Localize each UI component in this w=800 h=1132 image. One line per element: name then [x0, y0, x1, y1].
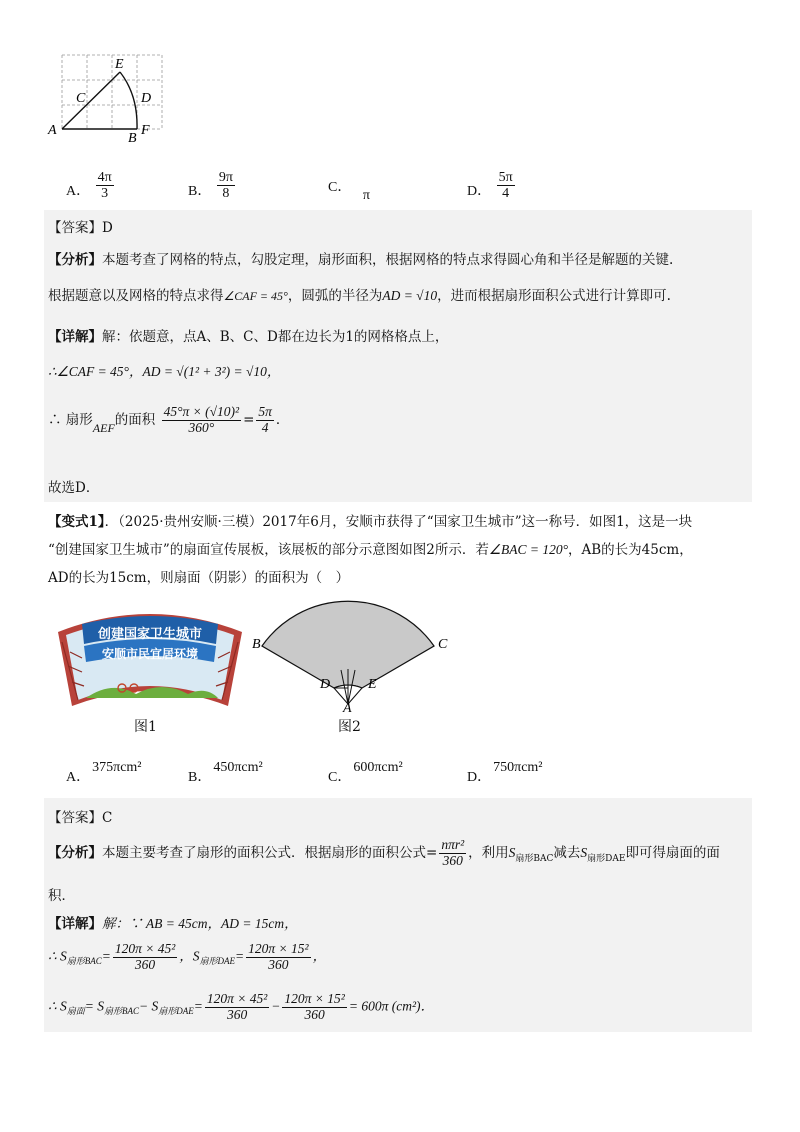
fig1-caption: 图1: [134, 719, 157, 735]
option-d[interactable]: D． $\frac{5\pi}{4}$: [467, 170, 513, 202]
fig2-label-A: A: [343, 701, 352, 712]
option-a[interactable]: A． $\frac{4\pi}{3}$: [66, 170, 112, 202]
fig2-caption: 图2: [338, 719, 361, 735]
fan-board-picture: [52, 602, 248, 710]
label-D: D: [141, 91, 152, 106]
q2-detail-1: 【详解】解：∵ AB = 45cm，AD = 15cm，: [48, 916, 298, 932]
fig1-banner-1: 创建国家卫生城市: [97, 627, 203, 642]
q1-detail-2: ∴∠CAF = 45°，AD = √(1² + 3²) = √10，: [48, 364, 281, 379]
q1-detail-3: ∴ 扇形AEF的面积 $\frac{\text{45°π × (√10)²}}{360^\circ}$ = $\frac{5\pi}{4}$ ．: [48, 404, 290, 435]
q2-analysis-2: 积．: [48, 888, 75, 904]
q2-option-b[interactable]: B．450πcm²: [188, 760, 263, 785]
option-b[interactable]: B． $\frac{9\pi}{8}$: [188, 170, 233, 202]
q1-answer: 【答案】D: [48, 220, 113, 236]
q2-title-2: “创建国家卫生城市”的扇面宣传展板，该展板的部分示意图如图2所示．若∠BAC = 120°，AB的长为45cm，: [48, 542, 693, 558]
fig2-label-C: C: [438, 637, 448, 652]
fig2-label-B: B: [252, 637, 261, 652]
q2-answer: 【答案】C: [48, 810, 113, 826]
q2-title-1: 【变式1】．（2025·贵州安顺·三模）2017年6月，安顺市获得了“国家卫生城市”这一称号．如图1，这是一块: [48, 514, 693, 530]
q2-option-c[interactable]: C．600πcm²: [328, 760, 403, 785]
grid-sector-figure: [40, 50, 180, 145]
fig1-banner-2: 安顺市民宜居环境: [101, 647, 199, 661]
q1-analysis-1: 【分析】本题考查了网格的特点，勾股定理，扇形面积，根据网格的特点求得圆心角和半径是解题的关键.: [48, 252, 674, 268]
q1-analysis-2: 根据题意以及网格的特点求得∠CAF = 45°，圆弧的半径为AD = √10，进而根据扇形面积公式进行计算即可.: [48, 288, 671, 304]
q2-option-d[interactable]: D．750πcm²: [467, 760, 543, 785]
q1-detail-1: 【详解】解：依题意，点A、B、C、D都在边长为1的网格格点上，: [48, 329, 449, 345]
label-A: A: [48, 123, 57, 138]
q2-analysis-1: 【分析】本题主要考查了扇形的面积公式．根据扇形的面积公式= $\frac{\text{nπr²}}{360}$ ，利用$S_{扇形BAC}$减去$S_{扇形DAE}$即可得扇面的面: [48, 837, 720, 868]
q2-option-a[interactable]: A．375πcm²: [66, 760, 142, 785]
q2-title-3: AD的长为15cm，则扇面（阴影）的面积为（ ）: [48, 570, 350, 586]
label-F: F: [141, 123, 150, 138]
q2-detail-3: ∴ $S_{扇面}= S_{扇形BAC}- S_{扇形DAE}=$ $\frac{\text{120π × 45²}}{360}$ − $\frac{\text{120π × 15²}}{360}$ = 600π (cm²)．: [48, 991, 434, 1022]
option-c[interactable]: C． π: [328, 180, 370, 203]
q2-detail-2: ∴ $S_{扇形BAC}=$ $\frac{\text{120π × 45²}}{360}$ ，$S_{扇形DAE}=$ $\frac{\text{120π × 15²}}{360}$ ，: [48, 941, 327, 972]
fig2-label-E: E: [368, 677, 377, 692]
fig2-label-D: D: [320, 677, 331, 692]
label-C: C: [76, 91, 86, 106]
annular-sector-figure: [250, 590, 460, 712]
q1-choose: 故选D．: [48, 480, 100, 496]
label-E: E: [115, 57, 124, 72]
label-B: B: [128, 131, 137, 145]
